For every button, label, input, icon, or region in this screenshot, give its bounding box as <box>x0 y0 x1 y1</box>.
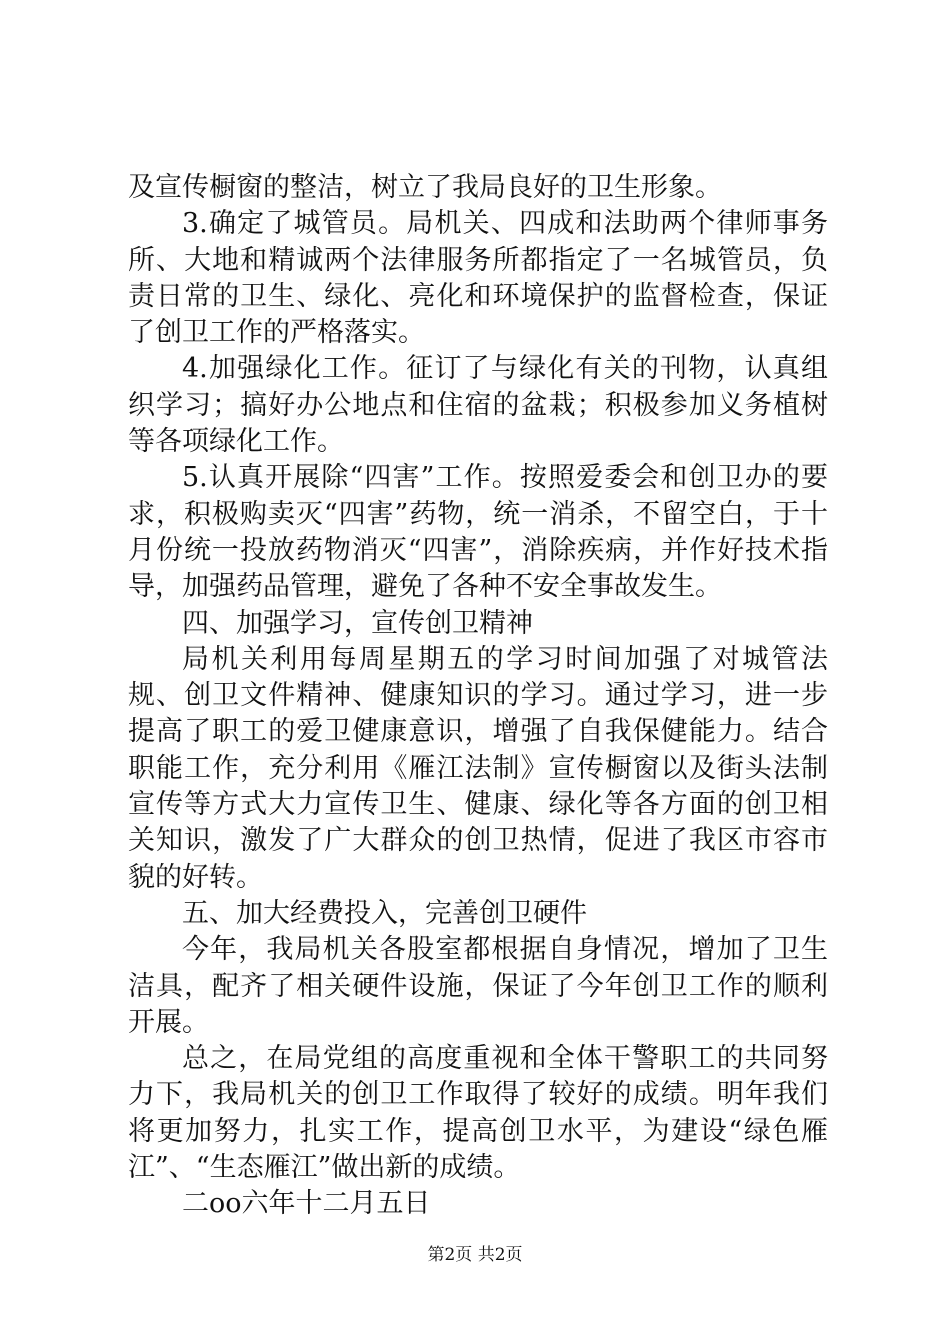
paragraph-item-3: 3.确定了城管员。局机关、四成和法助两个律师事务所、大地和精诚两个法律服务所都指定了一名城管员，负责日常的卫生、绿化、亮化和环境保护的监督检查，保证了创卫工作的严格落实。 <box>128 208 828 349</box>
paragraph-summary: 总之，在局党组的高度重视和全体干警职工的共同努力下，我局机关的创卫工作取得了较好的成绩。明年我们将更加努力，扎实工作，提高创卫水平，为建设“绿色雁江”、“生态雁江”做出新的成绩。 <box>128 1043 828 1184</box>
section-heading-4: 四、加强学习，宣传创卫精神 <box>182 607 533 639</box>
page-number-label: 第2页 共2页 <box>427 1245 523 1265</box>
document-date: 二oo六年十二月五日 <box>182 1188 431 1220</box>
document-body <box>128 170 828 1223</box>
paragraph-funding: 今年，我局机关各股室都根据自身情况，增加了卫生洁具，配齐了相关硬件设施，保证了今年创卫工作的顺利开展。 <box>128 934 828 1038</box>
page-footer <box>0 1244 950 1266</box>
paragraph-study: 局机关利用每周星期五的学习时间加强了对城管法规、创卫文件精神、健康知识的学习。通过学习，进一步提高了职工的爱卫健康意识，增强了自我保健能力。结合职能工作，充分利用《雁江法制》宣传橱窗以及街头法制宣传等方式大力宣传卫生、健康、绿化等各方面的创卫相关知识，激发了广大群众的创卫热情，促进了我区市容市貌的好转。 <box>128 643 828 893</box>
paragraph-item-4: 4.加强绿化工作。征订了与绿化有关的刊物，认真组织学习；搞好办公地点和住宿的盆栽；积极参加义务植树等各项绿化工作。 <box>128 353 828 458</box>
section-heading-5: 五、加大经费投入，完善创卫硬件 <box>182 897 587 929</box>
paragraph-continuation: 及宣传橱窗的整洁，树立了我局良好的卫生形象。 <box>128 172 722 203</box>
paragraph-item-5: 5.认真开展除“四害”工作。按照爱委会和创卫办的要求，积极购卖灭“四害”药物，统一消杀，不留空白，于十月份统一投放药物消灭“四害”，消除疾病，并作好技术指导，加强药品管理，避免了各种不安全事故发生。 <box>128 462 828 603</box>
